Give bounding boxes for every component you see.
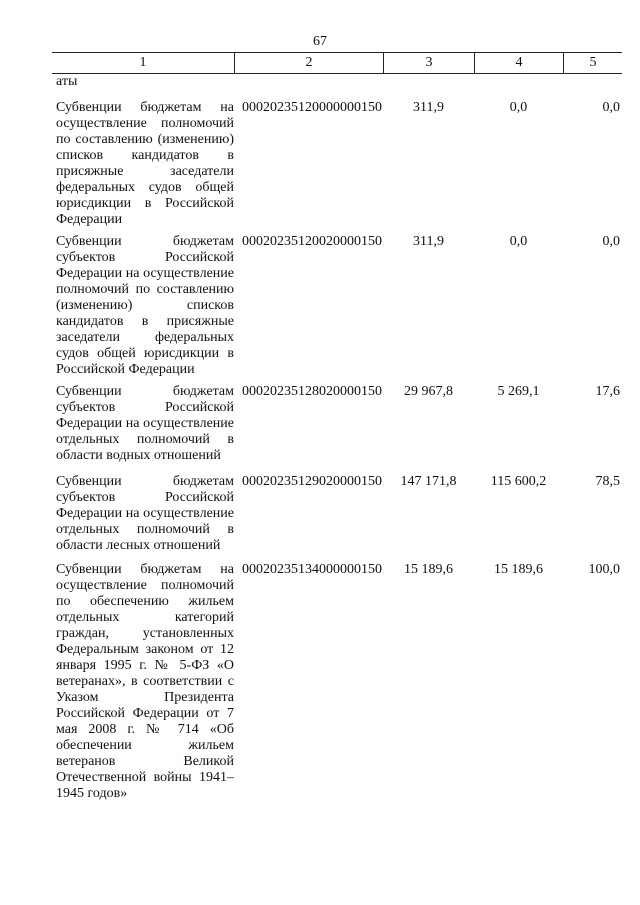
row-value-5: 0,0: [602, 234, 620, 249]
table-row: [52, 384, 622, 474]
table-row: [52, 474, 622, 562]
row-value-4: 5 269,1: [497, 384, 540, 399]
row-description: Субвенции бюджетам субъектов Российской Федерации на осуществление полномочий по составлению (изменению) списков кандидатов в присяжные заседатели федеральных судов общей юрисдикции в Российской Федерации: [56, 234, 234, 377]
column-header-1: 1: [139, 55, 147, 70]
row-value-3: 311,9: [413, 100, 444, 115]
column-header-5: 5: [563, 53, 622, 73]
column-header-3: 3: [383, 53, 474, 73]
row-value-4: 115 600,2: [490, 474, 547, 489]
row-code: 00020235129020000150: [242, 474, 382, 489]
row-description: Субвенции бюджетам субъектов Российской Федерации на осуществление отдельных полномочий в области лесных отношений: [56, 474, 234, 553]
row-code: 00020235128020000150: [242, 384, 382, 399]
row-value-4: 0,0: [509, 100, 528, 115]
continued-text: аты: [56, 74, 78, 89]
table-row: [52, 562, 622, 802]
table-row: [52, 234, 622, 384]
row-value-3: 15 189,6: [404, 562, 453, 577]
row-value-5: 100,0: [588, 562, 620, 577]
column-header-4: 4: [474, 53, 563, 73]
row-code: 00020235134000000150: [242, 562, 382, 577]
row-code: 00020235120000000150: [242, 100, 382, 115]
column-header-2: 2: [234, 53, 383, 73]
row-value-4: 15 189,6: [494, 562, 543, 577]
row-value-3: 311,9: [413, 234, 444, 249]
table-header: [52, 52, 622, 74]
table-row: [52, 100, 622, 234]
row-value-4: 0,0: [509, 234, 528, 249]
row-value-3: 147 171,8: [400, 474, 457, 489]
row-description: Субвенции бюджетам на осуществление полномочий по обеспечению жильем отдельных категорий граждан, установленных Федеральным законом от 12 января 1995 г. № 5-ФЗ «О ветеранах», в соответствии с Указом Президента Российской Федерации от 7 мая 2008 г. № 714 «Об обеспечении жильем ветеранов Великой Отечественной войны 1941–1945 годов»: [56, 562, 234, 801]
table-body: [52, 74, 622, 802]
row-value-5: 17,6: [595, 384, 620, 399]
row-value-5: 78,5: [595, 474, 620, 489]
row-value-5: 0,0: [602, 100, 620, 115]
row-description: Субвенции бюджетам на осуществление полномочий по составлению (изменению) списков кандидатов в присяжные заседатели федеральных судов общей юрисдикции в Российской Федерации: [56, 100, 234, 227]
row-value-3: 29 967,8: [404, 384, 453, 399]
row-description: Субвенции бюджетам субъектов Российской Федерации на осуществление отдельных полномочий в области водных отношений: [56, 384, 234, 463]
page-number: 67: [313, 34, 327, 49]
row-code: 00020235120020000150: [242, 234, 382, 249]
